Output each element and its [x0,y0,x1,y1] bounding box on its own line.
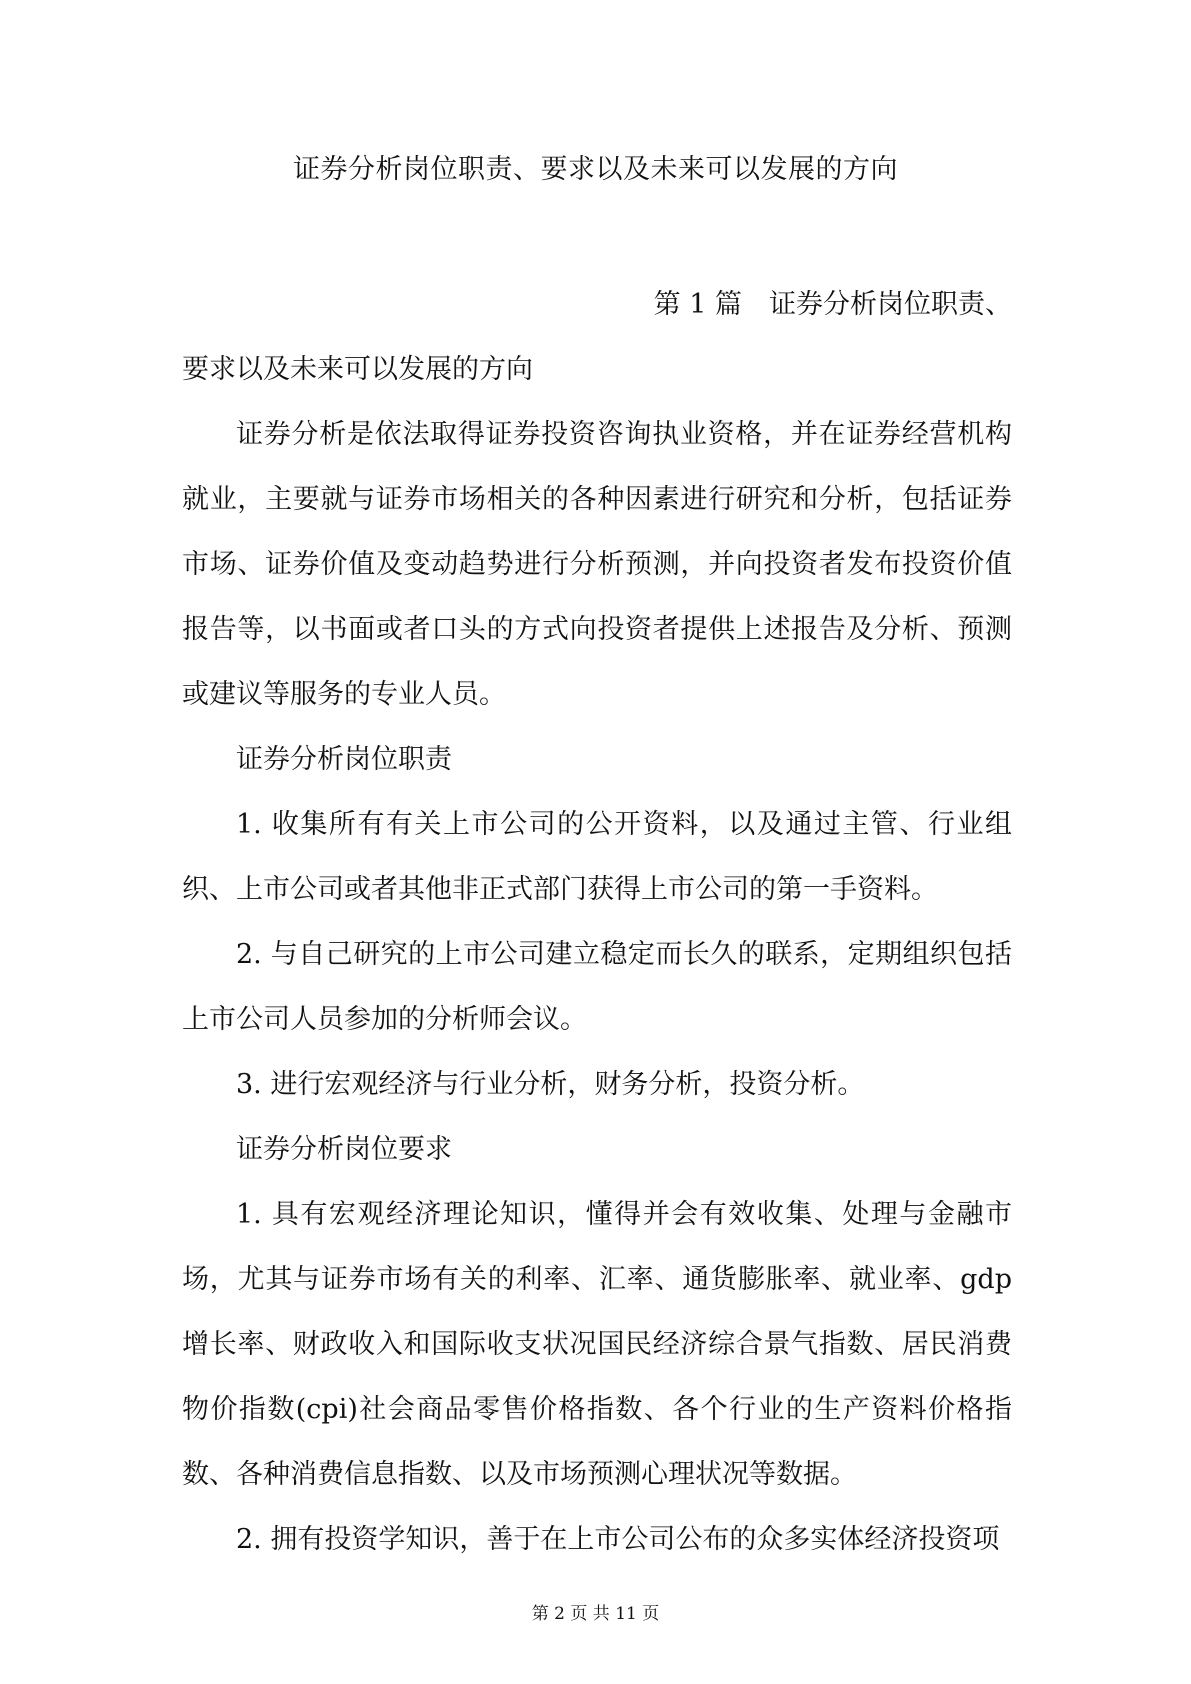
document-body [182,272,1012,1572]
duty-item-1: 1. 收集所有有关上市公司的公开资料，以及通过主管、行业组织、上市公司或者其他非正式部门获得上市公司的第一手资料。 [182,809,1012,905]
duty-item-2: 2. 与自己研究的上市公司建立稳定而长久的联系，定期组织包括上市公司人员参加的分析师会议。 [182,939,1012,1035]
requirement-item-1: 1. 具有宏观经济理论知识，懂得并会有效收集、处理与金融市场，尤其与证券市场有关的利率、汇率、通货膨胀率、就业率、gdp 增长率、财政收入和国际收支状况国民经济综合景气指数、居民消费物价指数(cpi)社会商品零售价格指数、各个行业的生产资料价格指数、各种消费信息指数、以及市场预测心理状况等数据。 [182,1199,1012,1490]
section-heading-line-2: 要求以及未来可以发展的方向 [182,354,533,385]
duty-item-3: 3. 进行宏观经济与行业分析，财务分析，投资分析。 [236,1069,865,1100]
intro-paragraph: 证券分析是依法取得证券投资咨询执业资格，并在证券经营机构就业，主要就与证券市场相关的各种因素进行研究和分析，包括证券市场、证券价值及变动趋势进行分析预测，并向投资者发布投资价值报告等，以书面或者口头的方式向投资者提供上述报告及分析、预测或建议等服务的专业人员。 [182,419,1012,710]
document-title: 证券分析岗位职责、要求以及未来可以发展的方向 [293,154,898,185]
requirement-item-2: 2. 拥有投资学知识，善于在上市公司公布的众多实体经济投资项 [236,1524,1000,1555]
duties-heading: 证券分析岗位职责 [236,744,452,775]
section-heading-line-1: 第 1 篇 证券分析岗位职责、 [653,289,1012,320]
page-footer: 第 2 页 共 11 页 [531,1604,660,1624]
requirements-heading: 证券分析岗位要求 [236,1134,452,1165]
